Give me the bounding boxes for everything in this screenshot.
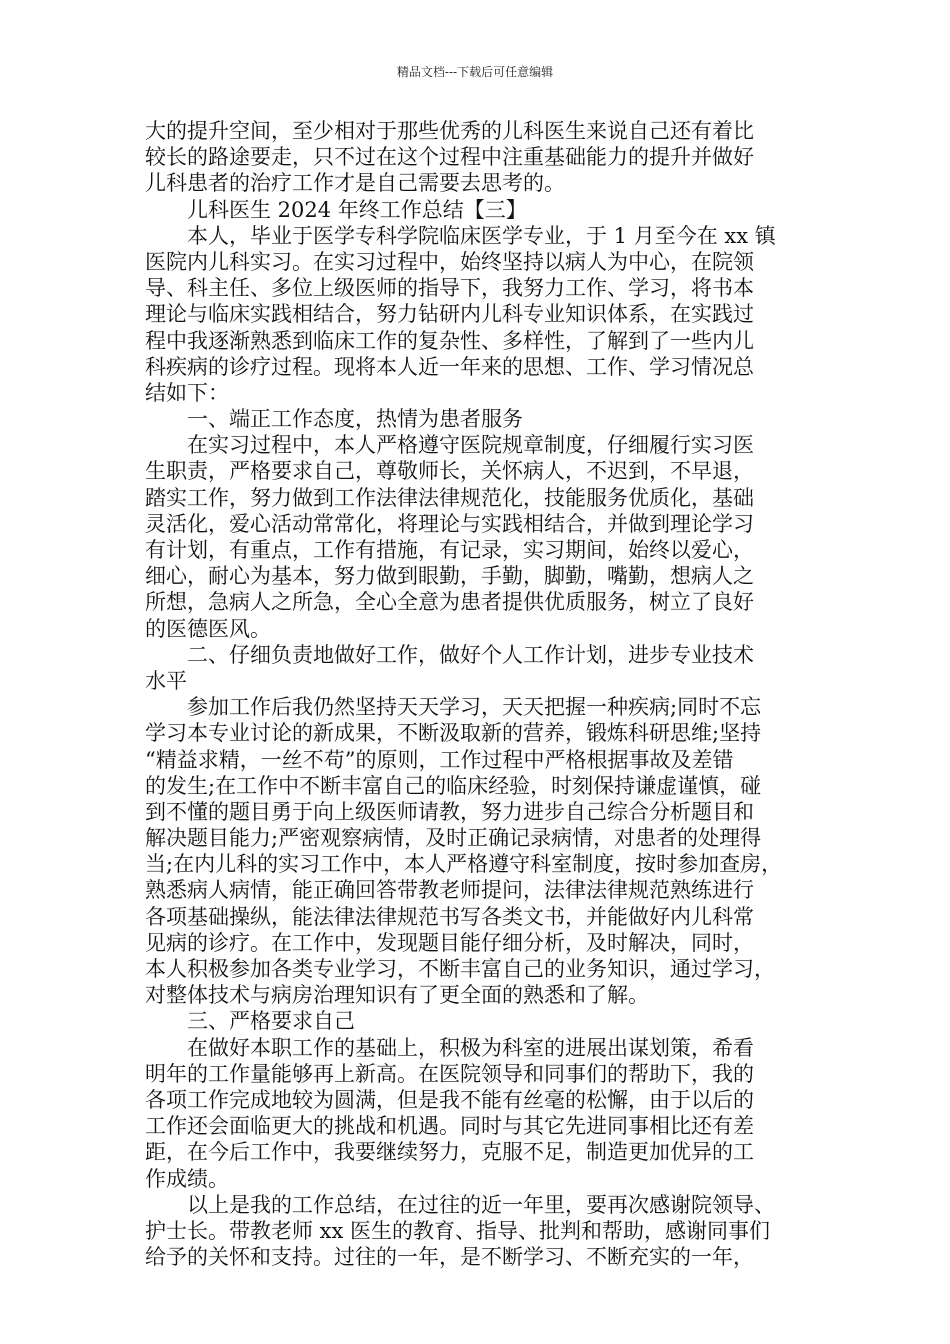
text-line: 大的提升空间，至少相对于那些优秀的儿科医生来说自己还有着比	[145, 119, 754, 143]
text-line: 三、严格要求自己	[187, 1009, 355, 1034]
text-line: 踏实工作，努力做到工作法律法律规范化，技能服务优质化，基础	[145, 485, 754, 510]
text-line: 的发生;在工作中不断丰富自己的临床经验，时刻保持谦虚谨慎，碰	[145, 773, 762, 798]
text-line: 解决题目能力;严密观察病情，及时正确记录病情，对患者的处理得	[145, 826, 762, 851]
text-line: 当;在内儿科的实习工作中，本人严格遵守科室制度，按时参加查房，	[145, 852, 783, 877]
text-line: 本人，毕业于医学专科学院临床医学专业，于 1 月至今在 xx 镇	[187, 223, 776, 248]
text-line: 对整体技术与病房治理知识有了更全面的熟悉和了解。	[145, 983, 649, 1008]
text-line: 工作还会面临更大的挑战和机遇。同时与其它先进同事相比还有差	[145, 1114, 754, 1139]
text-line: 以上是我的工作总结，在过往的近一年里，要再次感谢院领导、	[187, 1192, 775, 1217]
text-line: 二、仔细负责地做好工作，做好个人工作计划，进步专业技术	[187, 642, 754, 667]
text-line: 的医德医风。	[145, 616, 271, 641]
text-line: 科疾病的诊疗过程。现将本人近一年来的思想、工作、学习情况总	[145, 354, 754, 379]
text-line: 有计划，有重点，工作有措施，有记录，实习期间，始终以爱心，	[145, 538, 754, 562]
text-line: 护士长。带教老师 xx 医生的教育、指导、批判和帮助，感谢同事们	[145, 1218, 771, 1243]
text-line: 各项工作完成地较为圆满，但是我不能有丝毫的松懈，由于以后的	[145, 1087, 754, 1112]
text-line: 结如下：	[145, 380, 229, 405]
text-line: 本人积极参加各类专业学习，不断丰富自己的业务知识，通过学习，	[145, 957, 775, 981]
text-line: 细心，耐心为基本，努力做到眼勤，手勤，脚勤，嘴勤，想病人之	[145, 564, 754, 589]
text-line: 给予的关怀和支持。过往的一年，是不断学习、不断充实的一年，	[145, 1245, 754, 1270]
text-line: 一、端正工作态度，热情为患者服务	[187, 407, 523, 432]
text-line: 熟悉病人病情，能正确回答带教老师提问，法律法律规范熟练进行	[145, 878, 754, 903]
text-line: 生职责，严格要求自己，尊敬师长，关怀病人，不迟到，不早退，	[145, 459, 754, 484]
text-line: 儿科患者的治疗工作才是自己需要去思考的。	[145, 171, 565, 196]
document-body	[145, 118, 825, 1270]
text-line: 距，在今后工作中，我要继续努力，克服不足，制造更加优异的工	[145, 1140, 754, 1165]
text-line: 各项基础操纵，能法律法律规范书写各类文书，并能做好内儿科常	[145, 904, 754, 929]
text-line: 水平	[145, 668, 187, 693]
text-line: 所想，急病人之所急，全心全意为患者提供优质服务，树立了良好	[145, 590, 754, 615]
text-line: 到不懂的题目勇于向上级医师请教，努力进步自己综合分析题目和	[145, 799, 754, 824]
text-line: 学习本专业讨论的新成果，不断汲取新的营养，锻炼科研思维;坚持	[145, 721, 762, 746]
text-line: 儿科医生 2024 年终工作总结【三】	[187, 197, 527, 222]
page-header: 精品文档---下载后可任意编辑	[396, 65, 554, 79]
text-line: 医院内儿科实习。在实习过程中，始终坚持以病人为中心，在院领	[145, 249, 754, 274]
text-line: 明年的工作量能够再上新高。在医院领导和同事们的帮助下，我的	[145, 1061, 754, 1086]
text-line: 理论与临床实践相结合，努力钻研内儿科专业知识体系，在实践过	[145, 302, 754, 327]
text-line: 见病的诊疗。在工作中，发现题目能仔细分析，及时解决，同时，	[145, 930, 754, 955]
text-line: 灵活化，爱心活动常常化，将理论与实践相结合，并做到理论学习	[145, 511, 754, 536]
text-line: 导、科主任、多位上级医师的指导下，我努力工作、学习，将书本	[145, 276, 754, 301]
text-line: 在做好本职工作的基础上，积极为科室的进展出谋划策，希看	[187, 1035, 754, 1060]
text-line: 作成绩。	[145, 1166, 229, 1191]
text-line: “精益求精，一丝不苟”的原则，工作过程中严格根据事故及差错	[145, 747, 734, 772]
text-line: 参加工作后我仍然坚持天天学习，天天把握一种疾病;同时不忘	[187, 695, 762, 720]
text-line: 在实习过程中，本人严格遵守医院规章制度，仔细履行实习医	[187, 433, 754, 458]
text-line: 程中我逐渐熟悉到临床工作的复杂性、多样性，了解到了一些内儿	[145, 328, 754, 353]
text-line: 较长的路途要走，只不过在这个过程中注重基础能力的提升并做好	[145, 145, 754, 170]
